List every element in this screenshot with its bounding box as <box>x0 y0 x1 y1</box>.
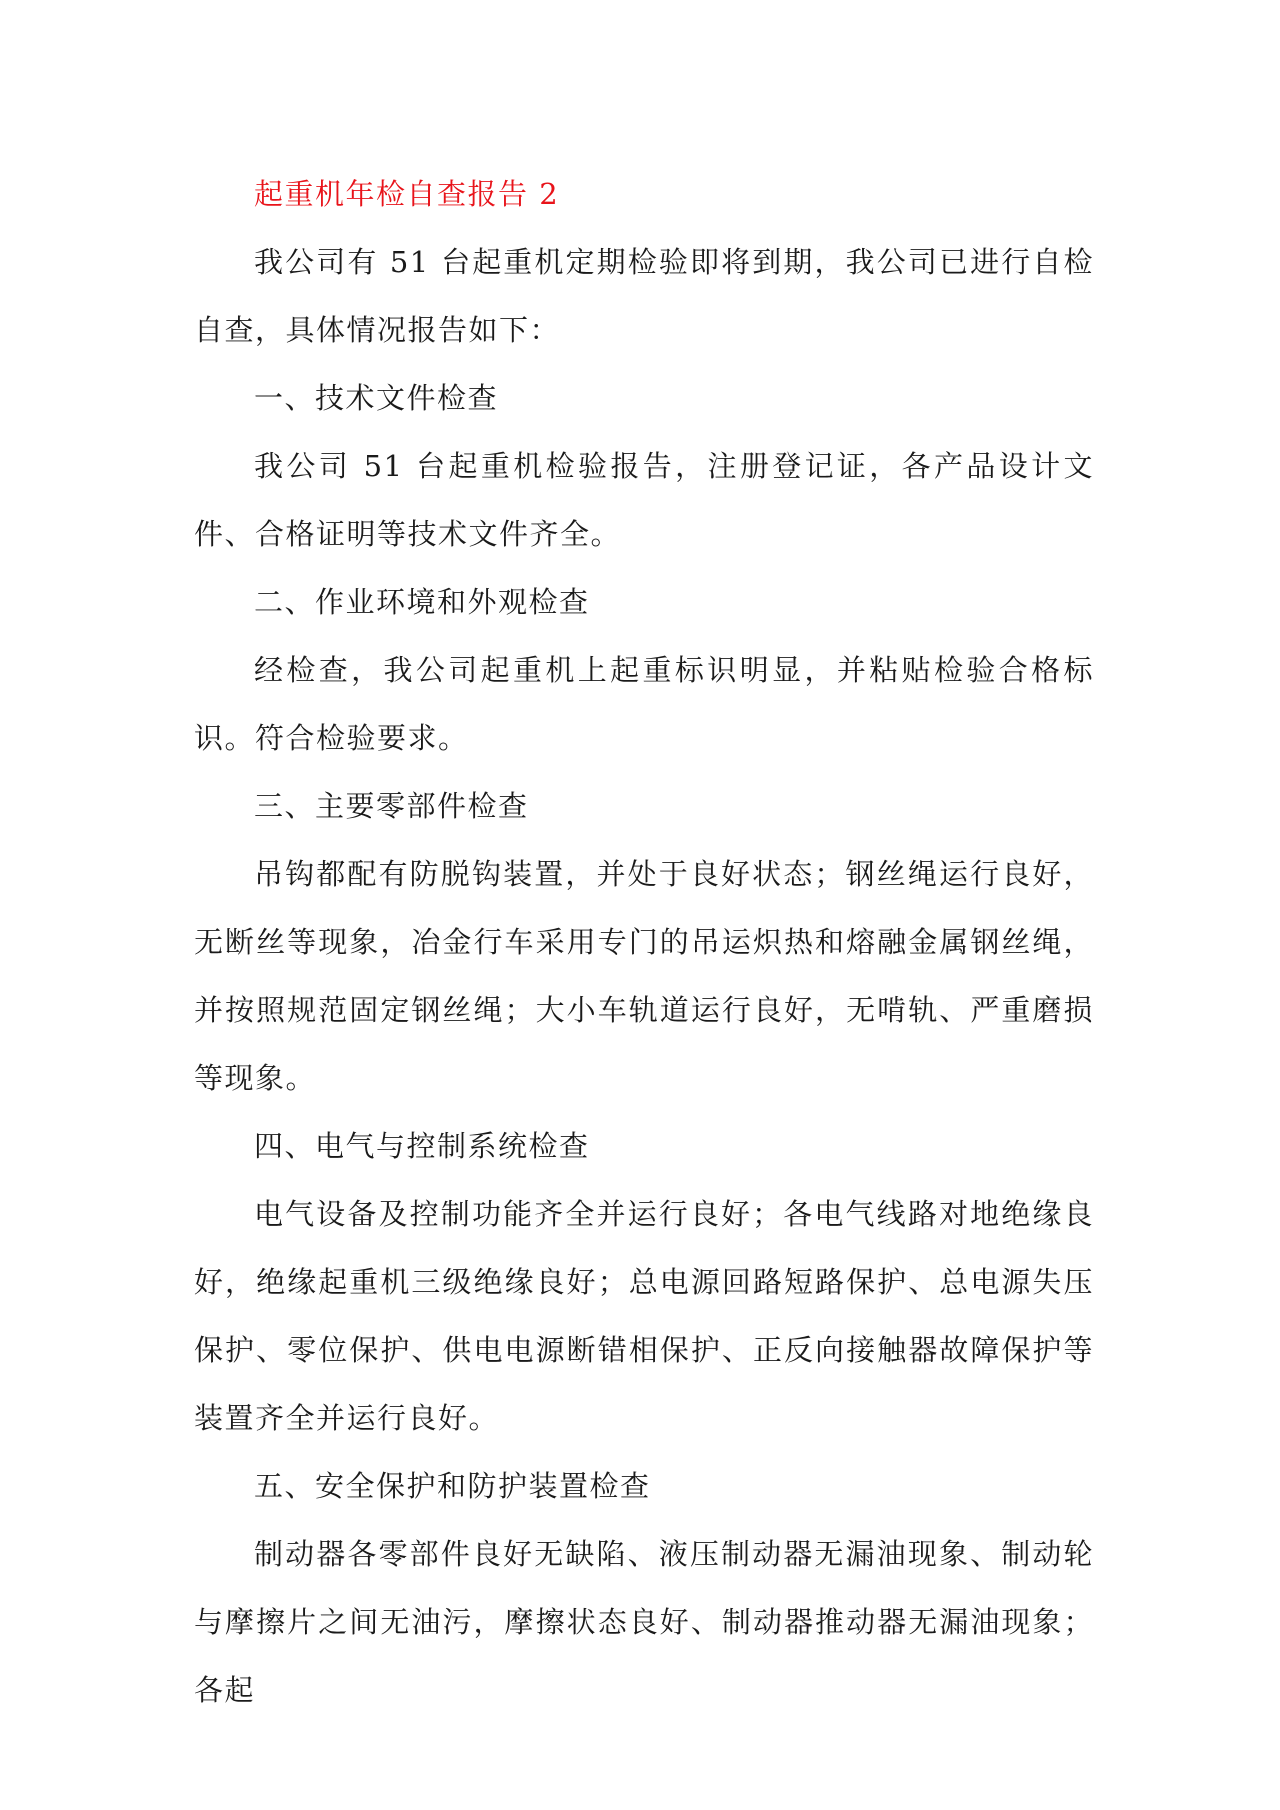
section-body-environment-appearance: 经检查，我公司起重机上起重标识明显，并粘贴检验合格标识。符合检验要求。 <box>194 653 1094 755</box>
section-body-safety-protection: 制动器各零部件良好无缺陷、液压制动器无漏油现象、制动轮与摩擦片之间无油污，摩擦状态良好、制动器推动器无漏油现象；各起 <box>194 1537 1094 1707</box>
document-body <box>194 160 1094 1724</box>
section-body-technical-documents: 我公司 51 台起重机检验报告，注册登记证，各产品设计文件、合格证明等技术文件齐全。 <box>194 449 1094 551</box>
document-title: 起重机年检自查报告 2 <box>254 177 560 211</box>
section-heading-main-components: 三、主要零部件检查 <box>254 789 529 823</box>
section-heading-safety-protection: 五、安全保护和防护装置检查 <box>254 1469 651 1503</box>
section-heading-electrical-control: 四、电气与控制系统检查 <box>254 1129 590 1163</box>
intro-paragraph: 我公司有 51 台起重机定期检验即将到期，我公司已进行自检自查，具体情况报告如下： <box>194 245 1094 347</box>
section-heading-technical-documents: 一、技术文件检查 <box>254 381 499 415</box>
section-heading-environment-appearance: 二、作业环境和外观检查 <box>254 585 590 619</box>
section-body-main-components: 吊钩都配有防脱钩装置，并处于良好状态；钢丝绳运行良好，无断丝等现象，冶金行车采用专门的吊运炽热和熔融金属钢丝绳，并按照规范固定钢丝绳；大小车轨道运行良好，无啃轨、严重磨损等现象。 <box>194 857 1094 1095</box>
section-body-electrical-control: 电气设备及控制功能齐全并运行良好；各电气线路对地绝缘良好，绝缘起重机三级绝缘良好；总电源回路短路保护、总电源失压保护、零位保护、供电电源断错相保护、正反向接触器故障保护等装置齐全并运行良好。 <box>194 1197 1094 1435</box>
